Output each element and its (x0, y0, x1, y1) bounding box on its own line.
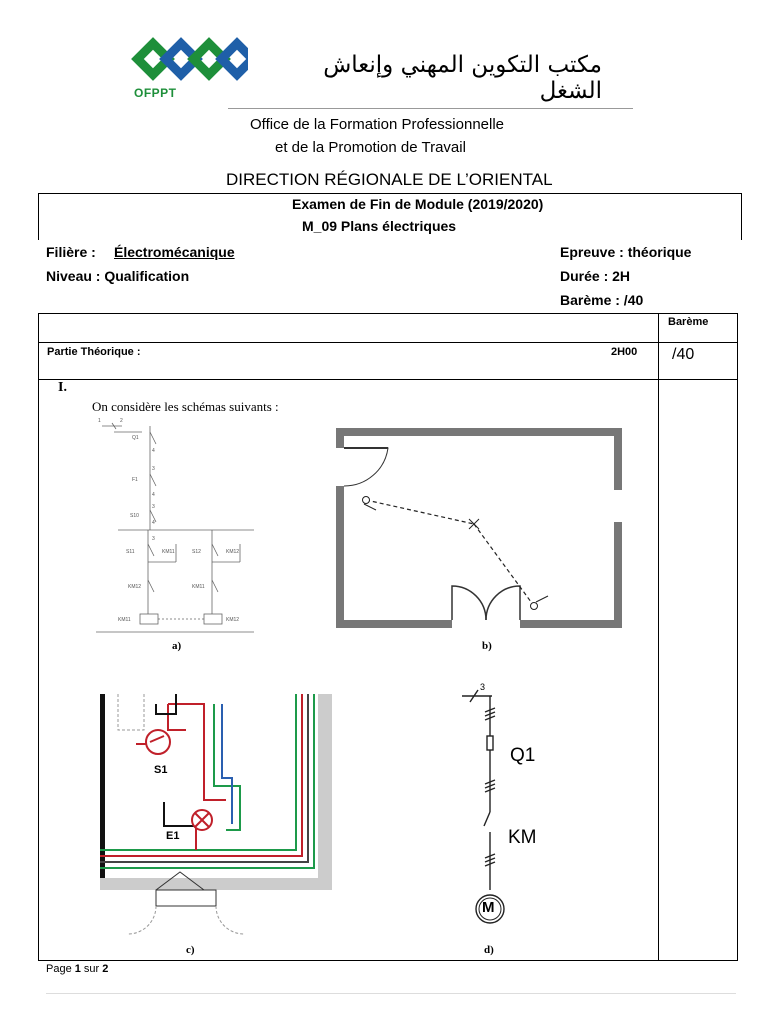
office-line-2: et de la Promotion de Travail (275, 139, 466, 156)
niveau: Niveau : Qualification (46, 268, 190, 284)
header-divider (228, 108, 633, 109)
filiere-label: Filière : (46, 244, 96, 260)
schematic-a-label: KM12 (128, 584, 142, 590)
schematic-a-label: 1 (98, 418, 101, 424)
motor-circuit-d (440, 682, 560, 932)
label-motor: M (482, 899, 495, 916)
section-number: I. (58, 380, 67, 395)
schematic-a-label: 3 (152, 466, 155, 472)
partie-duree: 2H00 (611, 346, 638, 358)
exam-title: Examen de Fin de Module (2019/2020) (292, 196, 544, 212)
bareme-header: Barème (668, 316, 709, 328)
schematic-a-label: 4 (152, 448, 155, 454)
schematic-a-label: 3 (152, 504, 155, 510)
page-prefix: Page (46, 963, 75, 975)
schematic-a-label: S12 (192, 549, 201, 555)
direction-title: DIRECTION RÉGIONALE DE L’ORIENTAL (226, 170, 553, 189)
schematic-a-label: KM11 (118, 617, 131, 623)
page-number (46, 963, 108, 975)
label-q1: Q1 (510, 745, 536, 766)
caption-c: c) (186, 944, 195, 956)
label-km: KM (508, 827, 537, 848)
wiring-plan-c (96, 690, 332, 936)
row-divider (39, 379, 737, 380)
caption-a: a) (172, 640, 182, 652)
duree: Durée : 2H (560, 268, 631, 284)
partie-label: Partie Théorique : (47, 346, 141, 358)
schematic-a-label: KM11 (162, 549, 175, 555)
epreuve: Epreuve : théorique (560, 244, 692, 260)
arabic-title: مكتب التكوين المهني وإنعاش الشغل (323, 52, 602, 104)
column-divider (658, 314, 659, 960)
label-e1: E1 (166, 830, 180, 842)
schematic-a-label: S10 (130, 513, 139, 519)
schematic-a-label: S11 (126, 549, 135, 555)
module-title: M_09 Plans électriques (302, 218, 457, 234)
schematic-a-label: KM12 (226, 549, 240, 555)
footer-divider (46, 993, 736, 994)
wire-number: 3 (480, 682, 486, 692)
schematic-a-label: KM11 (192, 584, 205, 590)
filiere-value: Électromécanique (114, 244, 235, 260)
logo-text: OFPPT (134, 86, 177, 100)
schematic-a-labels (94, 418, 260, 636)
schematic-a-label: 3 (152, 536, 155, 542)
caption-d: d) (484, 944, 494, 956)
schematic-a-label: 2 (120, 418, 123, 424)
page-current: 1 (74, 963, 81, 975)
schematic-a-label: F1 (132, 477, 138, 483)
page-total: 2 (102, 963, 109, 975)
score-total: /40 (672, 346, 695, 363)
schematic-a-label: 4 (152, 492, 155, 498)
bareme: Barème : /40 (560, 292, 644, 308)
intro-text: On considère les schémas suivants : (92, 399, 279, 414)
caption-b: b) (482, 640, 492, 652)
page-mid: sur (80, 963, 103, 975)
office-line-1: Office de la Formation Professionnelle (250, 116, 505, 133)
room-plan-b (336, 428, 622, 628)
label-s1: S1 (154, 764, 168, 776)
row-divider (39, 342, 737, 343)
schematic-a-label: 4 (152, 520, 155, 526)
schematic-a-label: KM12 (226, 617, 240, 623)
schematic-a-label: Q1 (132, 435, 139, 441)
